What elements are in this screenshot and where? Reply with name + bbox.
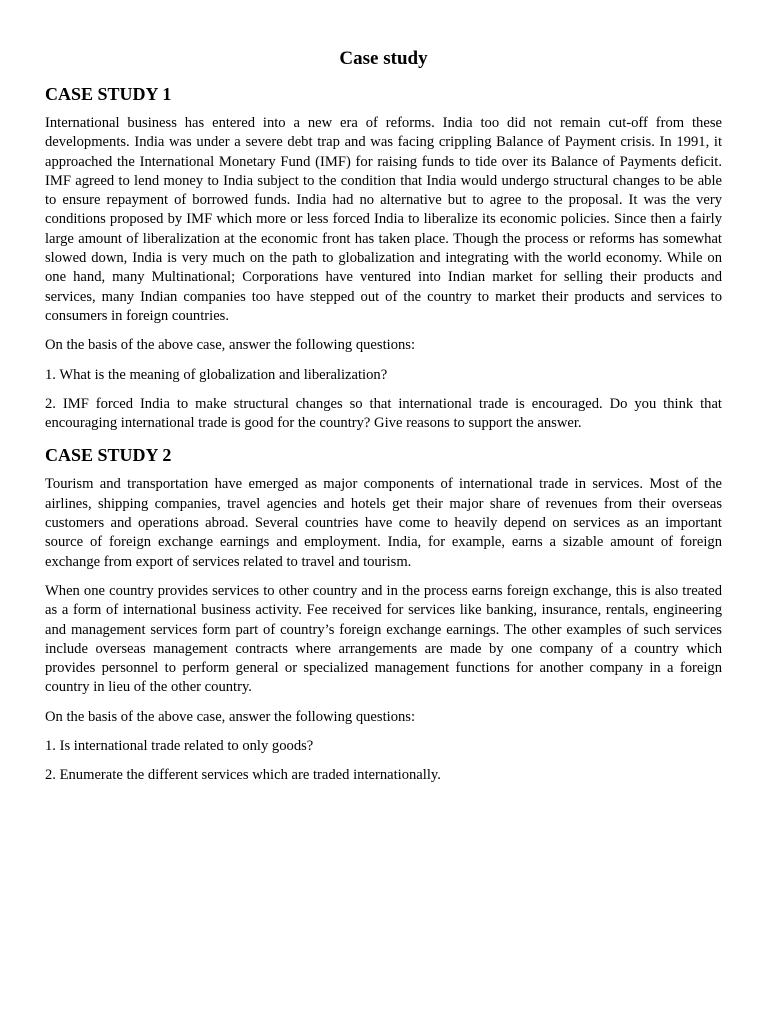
case-study-1-question-1: 1. What is the meaning of globalization and liberalization? [45, 366, 388, 383]
case-study-1-prompt: On the basis of the above case, answer the following questions: [45, 337, 416, 354]
case-study-2-section [45, 443, 722, 785]
document-page [45, 46, 722, 796]
case-study-2-prompt: On the basis of the above case, answer the following questions: [45, 708, 416, 725]
case-study-2-paragraph-2: When one country provides services to other country and in the process earns foreign exchange, this is also treated as a form of international business activity. Fee received for services like banking, insurance, rentals, engineering and management services form part of country’s foreign exchange earnings. The other examples of such services include overseas management contracts where arrangements are made by one company of a country which provides personnel to perform general or specialized management functions for another company in a foreign country in lieu of the other country. [45, 582, 722, 696]
case-study-1-section [45, 82, 722, 433]
case-study-2-question-2: 2. Enumerate the different services which are traded internationally. [45, 767, 441, 784]
case-study-2-paragraph-1: Tourism and transportation have emerged as major components of international trade in services. Most of the airlines, shipping companies, travel agencies and hotels get their major share of revenues from their overseas customers and operations abroad. Several countries have come to heavily depend on services as an important source of foreign exchange earnings and employment. India, for example, earns a sizable amount of foreign exchange from export of services related to travel and tourism. [45, 476, 722, 570]
case-study-1-paragraph: International business has entered into a new era of reforms. India too did not remain cut-off from these developments. India was under a severe debt trap and was facing crippling Balance of Payment crisis. In 1991, it approached the International Monetary Fund (IMF) for raising funds to tide over its Balance of Payments deficit. IMF agreed to lend money to India subject to the condition that India would undergo structural changes to be able to ensure repayment of borrowed funds. India had no alternative but to agree to the proposal. It was the very conditions proposed by IMF which more or less forced India to liberalize its economic policies. Since then a fairly large amount of liberalization at the economic front has taken place. Though the process or reforms has somewhat slowed down, India is very much on the path to globalization and integrating with the world economy. While on one hand, many Multinational; Corporations have ventured into Indian market for selling their products and services, many Indian companies too have stepped out of the country to market their products and services to consumers in foreign countries. [45, 115, 722, 324]
case-study-2-heading: CASE STUDY 2 [45, 445, 172, 466]
case-study-1-question-2: 2. IMF forced India to make structural changes so that international trade is encouraged. Do you think that encouraging international trade is good for the country? Give reasons to support the answer. [45, 395, 722, 432]
case-study-1-heading: CASE STUDY 1 [45, 84, 172, 104]
case-study-2-question-1: 1. Is international trade related to only goods? [45, 738, 314, 755]
page-title: Case study [339, 48, 428, 69]
